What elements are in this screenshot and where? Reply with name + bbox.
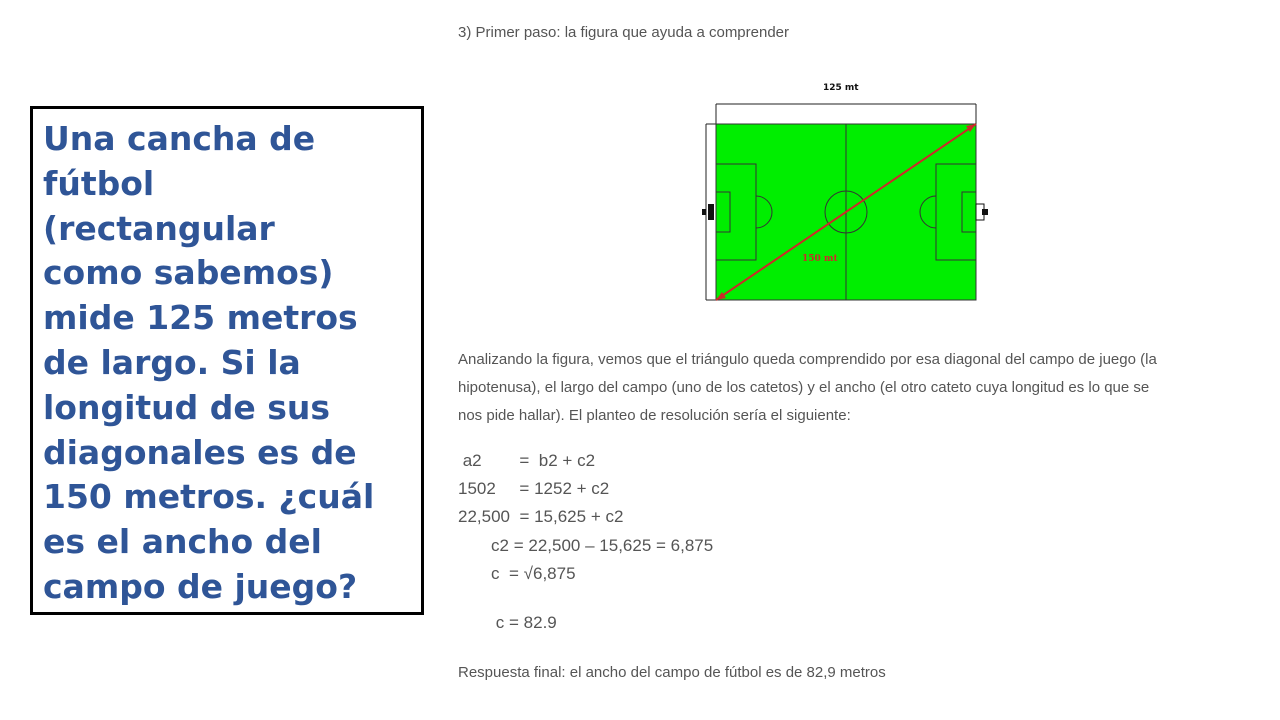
- analysis-line: nos pide hallar). El planteo de resolución sería el siguiente:: [458, 407, 851, 424]
- problem-line: diagonales es de: [43, 432, 357, 472]
- soccer-field-figure: [698, 76, 998, 306]
- problem-statement-box: [30, 106, 424, 615]
- final-answer: Respuesta final: el ancho del campo de fútbol es de 82,9 metros: [458, 664, 886, 681]
- equation-line: c = √6,875: [458, 564, 576, 583]
- problem-line: campo de juego?: [43, 566, 358, 606]
- problem-line: Una cancha de: [43, 119, 316, 158]
- equation-line: a2 = b2 + c2: [458, 451, 596, 470]
- equation-line: c2 = 22,500 – 15,625 = 6,875: [458, 536, 714, 555]
- analysis-line: hipotenusa), el largo del campo (uno de los catetos) y el ancho (el otro cateto cuya longitud es lo que se: [458, 379, 1150, 396]
- right-goal-post: [982, 209, 988, 215]
- problem-line: mide 125 metros: [43, 298, 358, 338]
- diagonal-label: 150 mt: [802, 254, 838, 264]
- analysis-paragraph: [458, 346, 1258, 430]
- problem-line: es el ancho del: [43, 522, 322, 562]
- problem-line: fútbol: [43, 163, 155, 203]
- problem-line: longitud de sus: [43, 387, 331, 427]
- length-label: 125 mt: [823, 83, 859, 93]
- problem-line: 150 metros. ¿cuál: [43, 477, 375, 517]
- analysis-line: Analizando la figura, vemos que el triángulo queda comprendido por esa diagonal del campo de juego (la: [458, 351, 1157, 368]
- left-goal: [708, 204, 714, 220]
- equation-line: 22,500 = 15,625 + c2: [458, 507, 624, 526]
- problem-line: como sabemos): [43, 253, 334, 293]
- problem-statement: [43, 117, 415, 610]
- step-title: 3) Primer paso: la figura que ayuda a comprender: [458, 24, 790, 41]
- problem-line: de largo. Si la: [43, 342, 301, 382]
- soccer-field-diagram: [698, 76, 998, 306]
- left-goal-post: [702, 209, 706, 215]
- problem-line: (rectangular: [43, 208, 275, 248]
- equation-line: 1502 = 1252 + c2: [458, 479, 610, 498]
- equation-result: c = 82.9: [458, 613, 557, 632]
